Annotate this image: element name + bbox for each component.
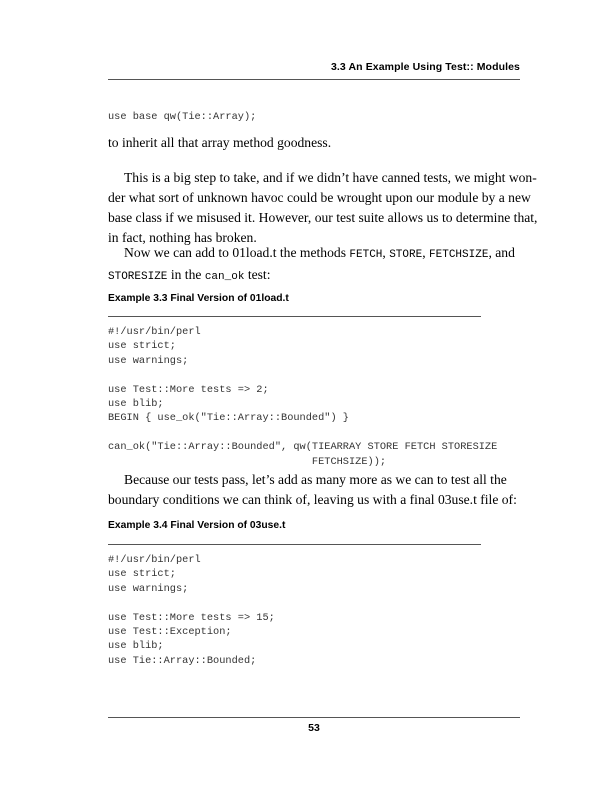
header-rule [108, 79, 520, 80]
text-run: , [422, 245, 430, 260]
code-line: use Tie::Array::Bounded; [108, 654, 257, 667]
footer-rule [108, 717, 520, 718]
text-run: test: [244, 267, 271, 282]
code-line: use blib; [108, 640, 164, 653]
code-line: use blib; [108, 398, 164, 411]
code-line: #!/usr/bin/perl [108, 554, 201, 566]
paragraph-line: to inherit all that array method goodness. [108, 135, 332, 150]
code-line: use warnings; [108, 582, 189, 595]
code-block-use-base [108, 110, 256, 124]
page-number: 53 [308, 722, 320, 734]
code-block-01load [108, 325, 497, 469]
inline-code-fetchsize: FETCHSIZE [429, 249, 489, 261]
paragraph-line: boundary conditions we can think of, leaving us with a final 03use.t file of: [108, 492, 517, 507]
paragraph-methods [108, 243, 520, 287]
inline-code-storesize: STORESIZE [108, 271, 168, 283]
paragraph-line: der what sort of unknown havoc could be wrought upon our module by a new [108, 190, 531, 205]
paragraph-line: Because our tests pass, let’s add as many more as we can to test all the [124, 472, 507, 487]
code-line: FETCHSIZE)); [108, 455, 387, 468]
paragraph-big-step [108, 168, 538, 248]
text-run: in the [167, 267, 205, 282]
paragraph-inherit [108, 133, 520, 153]
text-run: , [382, 245, 390, 260]
code-line: use strict; [108, 568, 176, 581]
code-line: use Test::More tests => 2; [108, 383, 269, 396]
paragraph-line [108, 265, 520, 287]
example-caption: Example 3.3 Final Version of 01load.t [108, 293, 289, 304]
code-line: use Test::More tests => 15; [108, 611, 275, 624]
paragraph-line: This is a big step to take, and if we didn’t have canned tests, we might won- [124, 170, 537, 185]
code-line: can_ok("Tie::Array::Bounded", qw(TIEARRAY STORE FETCH STORESIZE [108, 441, 498, 454]
paragraph-line: base class if we misused it. However, our test suite allows us to determine that, [108, 210, 538, 225]
code-line: BEGIN { use_ok("Tie::Array::Bounded") } [108, 412, 349, 425]
caption-rule [108, 316, 481, 317]
code-line: use strict; [108, 340, 176, 353]
caption-rule [108, 544, 481, 545]
code-line: #!/usr/bin/perl [108, 326, 201, 338]
code-block-03use [108, 553, 275, 668]
inline-code-fetch: FETCH [349, 249, 383, 261]
text-run: Now we can add to 01load.t the methods [124, 245, 350, 260]
example-caption: Example 3.4 Final Version of 03use.t [108, 520, 286, 531]
code-line: use base qw(Tie::Array); [108, 111, 257, 123]
code-line: use warnings; [108, 354, 189, 367]
paragraph-tests-pass [108, 470, 520, 510]
inline-code-store: STORE [389, 249, 423, 261]
inline-code-can-ok: can_ok [204, 271, 245, 283]
code-line: use Test::Exception; [108, 626, 232, 639]
paragraph-line: in fact, nothing has broken. [108, 230, 257, 245]
text-run: , and [488, 245, 515, 260]
running-head: 3.3 An Example Using Test:: Modules [330, 61, 520, 73]
paragraph-line [108, 243, 520, 265]
